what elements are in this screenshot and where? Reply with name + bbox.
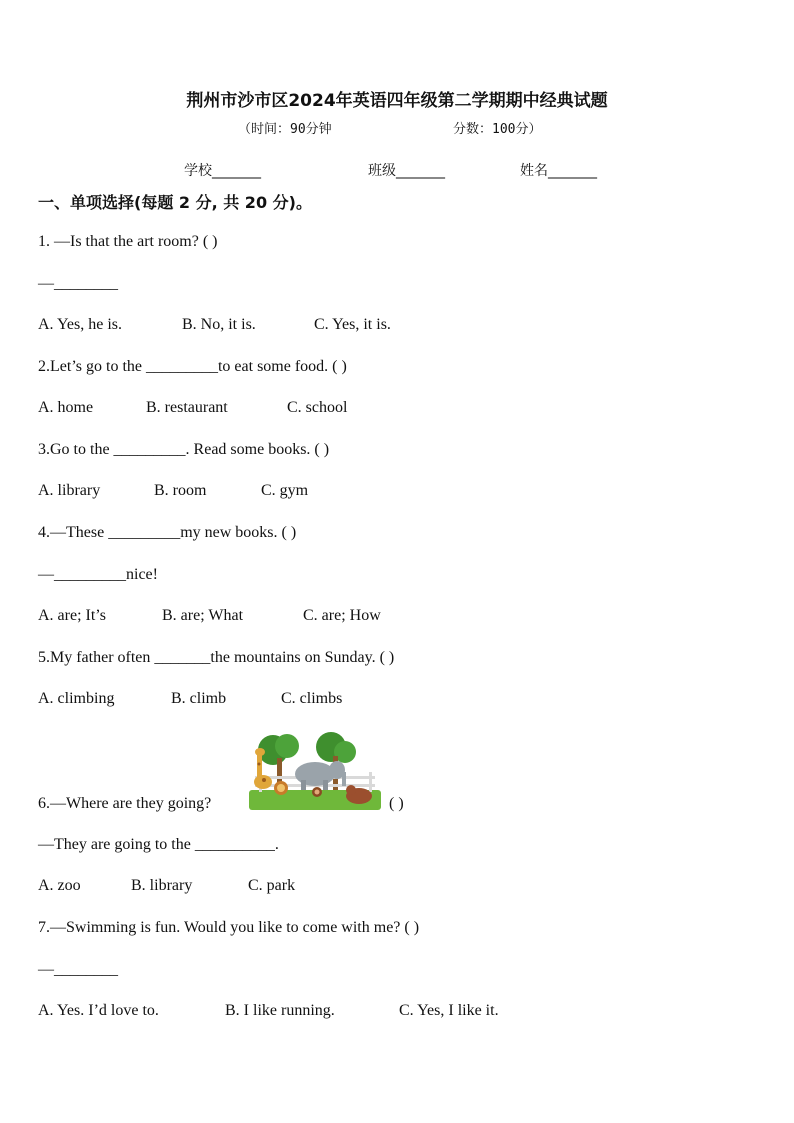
question-7-option-a: A. Yes. I’d love to. <box>38 1002 159 1019</box>
question-1-stem: 1. —Is that the art room? ( ) <box>38 233 218 250</box>
question-2-option-a: A. home <box>38 399 94 416</box>
question-6-answer-line: —They are going to the __________. <box>38 836 279 853</box>
monkey <box>312 787 322 797</box>
question-6-answer-bracket: ( ) <box>389 795 404 812</box>
page-title: 荆州市沙市区2024年英语四年级第二学期期中经典试题 <box>186 91 608 111</box>
question-4-option-a: A. are; It’s <box>38 607 106 624</box>
section-heading: 一、单项选择(每题 2 分, 共 20 分)。 <box>38 193 312 212</box>
question-7-stem: 7.—Swimming is fun. Would you like to come with me? ( ) <box>38 919 420 936</box>
question-6-option-b: B. library <box>131 877 193 894</box>
exam-score: 分数：100分） <box>453 122 542 137</box>
school-field: 学校_______ <box>184 163 261 179</box>
question-4-stem: 4.—These _________my new books. ( ) <box>38 524 297 541</box>
question-7-answer-line: —________ <box>38 961 118 978</box>
question-2-option-b: B. restaurant <box>146 399 228 416</box>
question-1-option-b: B. No, it is. <box>182 316 256 333</box>
question-3-stem: 3.Go to the _________. Read some books. ( ) <box>38 441 330 458</box>
question-1-answer-line: —________ <box>38 275 118 292</box>
question-5-option-c: C. climbs <box>281 690 343 707</box>
bear <box>346 785 372 804</box>
question-2-stem: 2.Let’s go to the _________to eat some food. ( ) <box>38 358 347 375</box>
exam-time: （时间：90分钟 <box>238 122 332 137</box>
question-6-option-a: A. zoo <box>38 877 81 894</box>
lion <box>274 781 288 795</box>
question-3-option-c: C. gym <box>261 482 309 499</box>
name-field: 姓名_______ <box>520 163 597 179</box>
question-4-answer-line: —_________nice! <box>38 566 158 583</box>
question-2-option-c: C. school <box>287 399 348 416</box>
question-1-option-a: A. Yes, he is. <box>38 316 123 333</box>
class-field: 班级_______ <box>368 163 445 179</box>
question-6-option-c: C. park <box>248 877 296 894</box>
question-4-option-b: B. are; What <box>162 607 244 624</box>
question-3-option-b: B. room <box>154 482 207 499</box>
question-7-option-c: C. Yes, I like it. <box>399 1002 499 1019</box>
question-6-stem: 6.—Where are they going? <box>38 795 212 812</box>
question-7-option-b: B. I like running. <box>225 1002 335 1019</box>
question-3-option-a: A. library <box>38 482 101 499</box>
question-5-option-a: A. climbing <box>38 690 115 707</box>
question-1-option-c: C. Yes, it is. <box>314 316 391 333</box>
zoo-animals-illustration <box>247 732 383 812</box>
question-5-stem: 5.My father often _______the mountains on Sunday. ( ) <box>38 649 395 666</box>
question-5-option-b: B. climb <box>171 690 227 707</box>
question-4-option-c: C. are; How <box>303 607 381 624</box>
